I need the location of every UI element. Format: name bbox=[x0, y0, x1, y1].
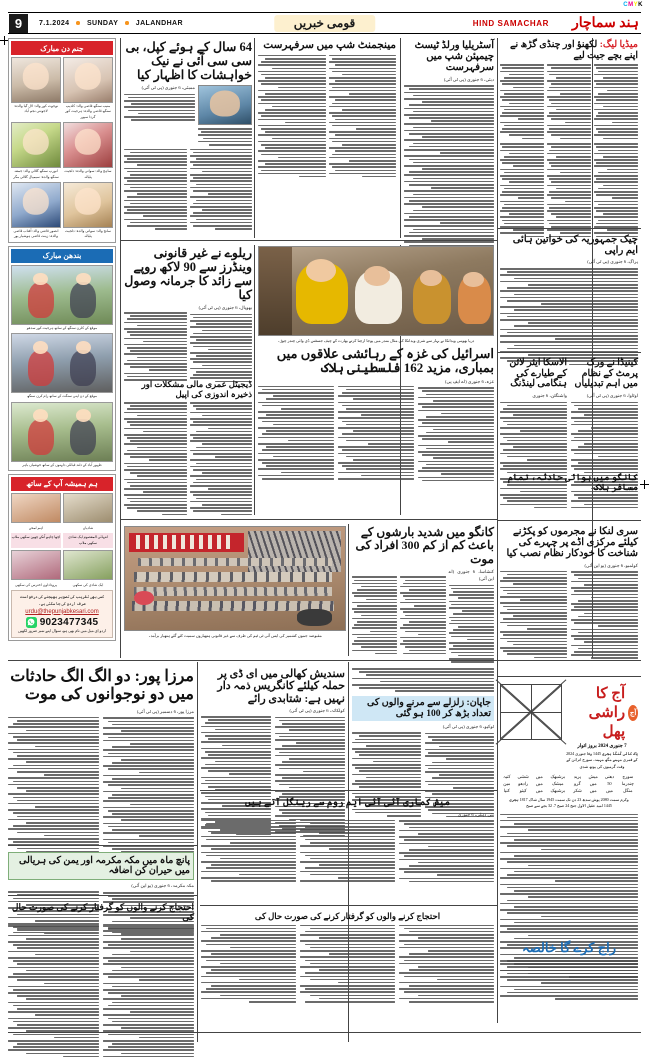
table-row bbox=[500, 780, 638, 787]
whatsapp-row[interactable] bbox=[15, 617, 109, 628]
page-number: 9 bbox=[9, 14, 28, 33]
photo-caption: انتہائی المعصوم ایک شادی سکھی ملاپ bbox=[63, 533, 113, 548]
couple-photo bbox=[11, 265, 113, 325]
story-dateline: مرزا پور، 6 دسمبر (پی ٹی آئی) bbox=[136, 708, 194, 714]
photo-caption: شادیاں bbox=[82, 525, 94, 530]
story-body-text bbox=[103, 717, 194, 862]
cell: میں bbox=[605, 788, 613, 794]
event-photo-item[interactable] bbox=[11, 550, 61, 580]
cell: میں bbox=[589, 780, 597, 786]
birthday-photo-item[interactable] bbox=[11, 182, 61, 240]
photo-caption: موقع کے کلرن سنگھ کے ساتھ ہرجیت کور سدھو bbox=[26, 325, 98, 330]
story-dateline: ممبئی، 6 جنوری (پی ٹی آئی) bbox=[141, 85, 195, 90]
photo-caption: اچھا چاہو اُنکے چھپن سکھی ملاپ bbox=[11, 533, 61, 548]
cell: 50 bbox=[607, 781, 612, 787]
story-railway-fine[interactable] bbox=[124, 246, 252, 382]
table-row bbox=[500, 773, 638, 780]
horoscope-section[interactable] bbox=[500, 684, 638, 978]
couple-photo bbox=[11, 333, 113, 393]
day-text: SUNDAY bbox=[86, 19, 119, 27]
story-headline: چیک جمہوریہ کی خواتین ہائی ایم راپی bbox=[512, 234, 638, 257]
horoscope-logo bbox=[566, 684, 638, 741]
story-headline: آسٹریلیا ورلڈ ٹیسٹ چیمپئن شپ میں سرفہرست bbox=[414, 40, 494, 74]
story-body-text bbox=[418, 387, 494, 481]
story-headline: کینیڈا نے ورک پرمٹ کے نظام میں اہم تبدیلیاں bbox=[574, 358, 638, 390]
story-headline: مینجمنٹ شپ میں سرفہرست bbox=[263, 40, 396, 51]
birthday-title: جنم دن مبارک bbox=[11, 41, 113, 55]
event-photo-item[interactable] bbox=[63, 493, 113, 523]
column-rule bbox=[348, 524, 349, 656]
story-headline: احتجاج کرنے والوں کو گرفتار کرنے کی صورت حال کی bbox=[11, 902, 194, 923]
story-dateline: واشنگٹن، 6 جنوری bbox=[532, 392, 567, 398]
story-dateline: مکہ مکرمہ، 6 جنوری (یو این آئی) bbox=[131, 883, 194, 889]
story-body-text bbox=[500, 64, 544, 139]
baby-photo bbox=[63, 122, 113, 168]
story-body-text bbox=[547, 64, 591, 139]
baby-photo bbox=[63, 182, 113, 228]
story-kapil-dev[interactable] bbox=[124, 40, 252, 230]
photo-caption: سانج والد: سواتی والدہ: دلجیت پٹیالہ bbox=[64, 228, 112, 239]
story-highlight-band bbox=[352, 696, 494, 721]
story-media-league[interactable] bbox=[500, 40, 638, 237]
story-body-text bbox=[8, 717, 99, 862]
whatsapp-icon bbox=[26, 617, 37, 628]
weapons-photo-block[interactable] bbox=[124, 526, 346, 639]
birthday-photo-item[interactable] bbox=[11, 122, 61, 180]
baby-photo bbox=[11, 122, 61, 168]
event-photo bbox=[11, 493, 61, 523]
event-photo-item[interactable] bbox=[11, 493, 61, 523]
cell: میں bbox=[535, 773, 543, 779]
story-headline-text: کانگو میں شدید بارشوں کے باعث کم از کم 300 افراد کی موت bbox=[355, 525, 494, 566]
story-bareilly[interactable] bbox=[8, 902, 194, 1057]
story-japan-earthquake[interactable] bbox=[352, 668, 494, 817]
story-body-text bbox=[329, 55, 397, 178]
sidebar bbox=[8, 38, 116, 644]
story-headline: پانچ ماہ میں مکہ مکرمہ اور یمن کی ہریالی میں حیران کن اضافہ bbox=[19, 855, 190, 877]
separator-dot-icon bbox=[125, 21, 129, 25]
story-srilanka-face-recognition[interactable] bbox=[500, 526, 638, 659]
temple-photo bbox=[258, 246, 494, 336]
cell: مین bbox=[503, 780, 511, 786]
cell: دھنی bbox=[604, 773, 615, 779]
contact-note: کسی بھی تقریب کی تصویر بھیجنے کی درخواست صرف اردو کی جا سکتی ہے۔ bbox=[19, 595, 105, 606]
cell: سورج bbox=[622, 773, 634, 779]
horoscope-date: 7 جنوری 2024 بروز اتوار bbox=[577, 744, 627, 749]
story-headline: کانگو میں ہوائی حادثہ، تمام مسافر ہلاک bbox=[507, 472, 638, 493]
photo-caption: انورپ سنگھ گلاٹی والد: جمعہ سنگھ والدہ: سیمپال گلاٹی مگر bbox=[13, 169, 59, 179]
cell: میں bbox=[535, 780, 543, 786]
contact-email[interactable]: urdu@thepunjabkesari.com bbox=[25, 608, 99, 615]
story-headline: مرزا پور: دو الگ الگ حادثات میں دو نوجوانوں کی موت bbox=[10, 668, 194, 703]
separator-dot-icon bbox=[76, 21, 80, 25]
cell: منگل bbox=[623, 788, 633, 794]
story-body-text bbox=[103, 925, 194, 1057]
column-rule bbox=[254, 245, 255, 515]
contact-footnote: اردو اِی میل میں نام بھی ہو، سوال اپنے نمبر ضرور لکھیں bbox=[18, 628, 106, 633]
crop-mark-right bbox=[640, 480, 649, 489]
story-dateline: ٹوکیو، 6 جنوری (پی ٹی آئی) bbox=[442, 724, 494, 730]
table-row bbox=[500, 788, 638, 795]
brand-name-urdu: ہند سماچار bbox=[571, 15, 639, 31]
cell: شکر bbox=[573, 788, 582, 794]
event-caption-row bbox=[11, 582, 113, 588]
story-body-text bbox=[198, 128, 252, 146]
horoscope-logo-text: آج کا راشی پھل bbox=[588, 686, 626, 740]
story-body-text bbox=[500, 143, 544, 237]
birthday-photo-item[interactable] bbox=[63, 57, 113, 120]
story-dateline: کولمبو، 6 جنوری (یو این آئی) bbox=[584, 562, 638, 568]
story-headline: سری لنکا نے مجرموں کو پکڑنے کیلئے مرکزی اڈے پر چہرے کی شناخت کا خودکار نظام نصب کیا bbox=[506, 526, 638, 560]
story-body-text bbox=[190, 402, 253, 515]
baby-photo bbox=[11, 182, 61, 228]
story-body-text bbox=[404, 85, 494, 249]
cmyk-y: Y bbox=[633, 2, 639, 8]
story-body-text bbox=[124, 402, 187, 515]
photo-caption: دریا بھومی ویدانکا نے بہار سے شری ویدانکا کی مثال مندر میں پوجا ارچنا کرتے بھارت کے چیف جسٹس ڈی وائی چندر چوڑ۔ bbox=[277, 337, 475, 343]
story-congo-air-crash[interactable] bbox=[500, 472, 638, 492]
story-body-text bbox=[500, 268, 638, 365]
photo-caption: پروداداوں اخترس کی سکھی bbox=[14, 583, 57, 588]
story-body-text bbox=[190, 149, 253, 230]
story-headline: احتجاج کرنے والوں کو گرفتار کرنے کی صورت حال کی bbox=[254, 911, 441, 921]
story-body-text bbox=[594, 64, 638, 139]
cmyk-registration-mark bbox=[623, 2, 643, 8]
story-dateline: اوٹاوا، 6 جنوری (پی ٹی آئی) bbox=[586, 392, 638, 398]
birthday-photo-grid bbox=[11, 57, 113, 240]
photo-caption: مقبوضہ جموں کشمیر کی ایس آئی ٹی ٹیم کی طرف سے غیر قانونی ہتھیاروں سمیت کئے گئے ہتھیار برآمد۔ bbox=[148, 632, 322, 638]
story-headline: ڈیجیٹل عمری مالی مشکلات اور ذخیرہ اندوزی کی اپیل bbox=[141, 379, 252, 399]
story-dateline: کولکاتہ، 6 جنوری (پی ٹی آئی) bbox=[289, 707, 345, 713]
story-body-text bbox=[399, 820, 494, 882]
story-dateline: دبئی، 6 جنوری (پی ٹی آئی) bbox=[443, 76, 494, 82]
story-protest-arrests[interactable] bbox=[201, 912, 494, 1003]
contact-box bbox=[11, 590, 113, 637]
story-headline bbox=[500, 40, 638, 61]
event-photo bbox=[11, 550, 61, 580]
cell: میشک bbox=[551, 780, 564, 786]
story-mesh-iim[interactable] bbox=[201, 798, 494, 882]
story-body-text bbox=[399, 925, 494, 1003]
story-czech-women[interactable] bbox=[500, 234, 638, 365]
story-headline: 64 سال کے ہوئے کپل، بی سی سی آئی نے نیک خواہشات کا اظہار کیا bbox=[125, 40, 252, 82]
story-body-text bbox=[352, 576, 397, 654]
story-body-text bbox=[124, 149, 187, 230]
cell: میش bbox=[588, 773, 598, 779]
story-headline: جاپان: زلزلے سے مرنے والوں کی تعداد بڑھ کر 100 ہو گئی bbox=[366, 697, 491, 719]
birthday-section bbox=[8, 38, 116, 243]
story-body-text bbox=[300, 925, 395, 1003]
story-body-text bbox=[8, 925, 99, 1057]
story-body-text bbox=[124, 94, 195, 121]
cmyk-c: C bbox=[623, 2, 629, 8]
column-rule bbox=[254, 38, 255, 238]
story-body-text bbox=[400, 576, 445, 654]
whatsapp-number[interactable]: 9023477345 bbox=[39, 616, 99, 628]
story-dateline: نئی دہلی، 6 جنوری bbox=[457, 811, 494, 817]
story-digital-appeal[interactable] bbox=[124, 380, 252, 515]
story-body-text bbox=[449, 585, 494, 663]
story-body-text bbox=[571, 402, 638, 509]
story-body-text bbox=[571, 571, 638, 659]
section-rule bbox=[497, 520, 641, 521]
photo-caption: نوجوت کور والد: لال گیا والدہ: لاجونتی نجم آباد bbox=[13, 104, 59, 114]
story-australia-wtc[interactable] bbox=[404, 40, 494, 249]
cell: ششی bbox=[517, 773, 529, 779]
cell: کنیا bbox=[503, 788, 510, 794]
photo-caption: اہم لمحے bbox=[29, 525, 43, 530]
story-body-text bbox=[594, 143, 638, 237]
story-headline: میش کماری آئی آئی ایم روم سے رینگل آتے ہیں bbox=[244, 798, 451, 808]
story-headline: الاسکا ایئر لائن کے طیارے کی ہنگامی لینڈنگ bbox=[509, 358, 567, 390]
event-caption-row bbox=[11, 525, 113, 531]
photo-caption: ظہور آباد کے دلند قبائلی دلہنوں کے ساتھ خوشیاں باہر bbox=[22, 462, 102, 467]
story-body-text bbox=[500, 571, 567, 659]
story-dateline: بھوپال، 6 جنوری (پی ٹی آئی) bbox=[198, 305, 252, 310]
cmyk-m: M bbox=[628, 2, 634, 8]
baby-photo bbox=[11, 57, 61, 103]
story-headline: ریلوے نے غیر قانونی وینڈرز سے 90 لاکھ روپے سے زائد کا جرمانہ وصول کیا bbox=[124, 246, 252, 302]
story-management-ship[interactable] bbox=[258, 40, 396, 177]
masthead bbox=[8, 12, 641, 34]
story-body-text bbox=[352, 668, 494, 692]
story-body-text bbox=[500, 402, 567, 509]
story-headline-text: لکھنؤ اور چنڈی گڑھ نے اپنے بچے جیت لیے bbox=[509, 40, 638, 61]
brand-name-english: HIND SAMACHAR bbox=[472, 18, 549, 28]
photo-caption: ایک شادی کی سکھی bbox=[72, 583, 104, 588]
dateline bbox=[39, 20, 183, 27]
story-kicker: میڈیا لیگ: bbox=[599, 40, 638, 50]
cell: برشبھک bbox=[550, 773, 566, 779]
story-headline: اسرائیل کی غزہ کے رہائشی علاقوں میں بمباری، مزید 162 فلسطینی ہلاک bbox=[276, 345, 494, 376]
story-body-text bbox=[258, 386, 334, 480]
story-body-text bbox=[201, 820, 296, 882]
kapil-dev-photo bbox=[198, 85, 252, 125]
story-dateline: پراگ، 6 جنوری (پی ٹی آئی) bbox=[587, 259, 638, 265]
story-congo-rain[interactable] bbox=[352, 526, 494, 663]
story-body-text bbox=[258, 55, 326, 178]
weapons-photo bbox=[124, 526, 346, 631]
kundli-chart bbox=[500, 684, 562, 740]
horoscope-footer-1: وکرم سمت 2080 پوش سدھ 23 دن تک سمت 1945 سال شاک 1817 ہجری bbox=[509, 796, 629, 802]
horoscope-panchang: پاک کالی گنگا ہجری 1445 وفا جنوری 2024 کے قمری مہینے مگھ مہینہ، سورج اترائن کے وقت گرمیوں کی یوتھ شدی bbox=[566, 751, 638, 769]
anniversary-section bbox=[8, 246, 116, 471]
story-body-text bbox=[124, 312, 187, 381]
ad-body-text bbox=[500, 960, 638, 1000]
story-body-text bbox=[201, 925, 296, 1003]
birthday-photo-item[interactable] bbox=[11, 57, 61, 120]
section-badge: قومی خبریں bbox=[274, 15, 376, 32]
couple-photo bbox=[11, 402, 113, 462]
photo-caption: موقع کے دن اپنی سنگت کے ساتھ رام کرن سنگھ bbox=[26, 394, 98, 399]
event-photo-item[interactable] bbox=[63, 550, 113, 580]
column-rule bbox=[497, 38, 498, 1023]
date-text: 7.1.2024 bbox=[39, 19, 70, 27]
ad-logo bbox=[500, 940, 638, 956]
story-body-text bbox=[190, 314, 253, 383]
column-rule bbox=[120, 38, 121, 658]
story-gaza-bombing[interactable] bbox=[258, 246, 494, 481]
birthday-photo-item[interactable] bbox=[63, 122, 113, 180]
cell: چندرما bbox=[621, 780, 634, 786]
event-photo-grid bbox=[11, 493, 113, 523]
cell: میں bbox=[589, 788, 597, 794]
horoscope-badge-icon: آج bbox=[628, 705, 638, 721]
cmyk-k: K bbox=[638, 2, 643, 8]
story-dateline: غزہ، 6 جنوری (اے ایف پی) bbox=[444, 378, 494, 384]
event-photo-grid bbox=[11, 550, 113, 580]
cell: کیتو bbox=[519, 788, 527, 794]
section-rule bbox=[497, 676, 641, 677]
photo-caption: انصور قاضی والد: آفتاب قاضی والدہ: زینت قاضی ہوشیار پور bbox=[13, 228, 59, 239]
event-photo bbox=[63, 550, 113, 580]
cell: پرید bbox=[573, 773, 581, 779]
event-photo bbox=[63, 493, 113, 523]
cell: کنیہ bbox=[503, 773, 511, 779]
section-rule bbox=[8, 660, 641, 661]
cell: برشبھک bbox=[550, 788, 566, 794]
anniversary-title: بندھن مبارک bbox=[11, 249, 113, 263]
event-pink-caption-row bbox=[11, 533, 113, 548]
anniversary-item[interactable] bbox=[11, 265, 113, 331]
story-body-text bbox=[338, 386, 414, 480]
story-dateline: کنشاسا، 6 جنوری (اے این آئی) bbox=[448, 569, 494, 581]
story-body-text bbox=[547, 143, 591, 237]
photo-caption: ساہج والد: سواتی والدہ: دلجیت پٹیالہ bbox=[64, 169, 112, 179]
horoscope-planet-table bbox=[500, 773, 638, 795]
story-highlight-box bbox=[8, 852, 194, 880]
ad-brand-text: راج کرے گا خالصہ bbox=[521, 940, 616, 955]
horoscope-footer-2: 1445 امید عقیل الاول جنج 24 صبح 7. 32 بجے سے صبح bbox=[526, 803, 612, 809]
story-headline: سندیش کھالی میں ای ڈی پر حملہ کیلئے کانگریس ذمہ دار نہیں ہے: شتابدی رائے bbox=[217, 668, 345, 705]
story-headline bbox=[352, 526, 494, 566]
section-rule bbox=[120, 519, 497, 520]
city-text: JALANDHAR bbox=[135, 19, 183, 27]
story-body-text bbox=[300, 820, 395, 882]
anniversary-item[interactable] bbox=[11, 402, 113, 468]
always-with-you-title: ہم ہمیشہ آپ کے ساتھ bbox=[11, 477, 113, 491]
story-mirzapur[interactable] bbox=[8, 668, 194, 863]
bottom-advertisement[interactable] bbox=[500, 940, 638, 1000]
anniversary-item[interactable] bbox=[11, 333, 113, 399]
photo-caption: منیب سنگھ قاضی والد: کلدیپ سنگھ قاضی والدہ: ہرجیت کور گردا سپور bbox=[65, 104, 111, 119]
column-rule bbox=[197, 662, 198, 1042]
cell: میں bbox=[535, 788, 543, 794]
cell: گرو bbox=[574, 780, 581, 786]
birthday-photo-item[interactable] bbox=[63, 182, 113, 240]
column-rule bbox=[400, 38, 401, 238]
always-with-you-section bbox=[8, 474, 116, 641]
cell: رادھو bbox=[518, 780, 529, 786]
baby-photo bbox=[63, 57, 113, 103]
